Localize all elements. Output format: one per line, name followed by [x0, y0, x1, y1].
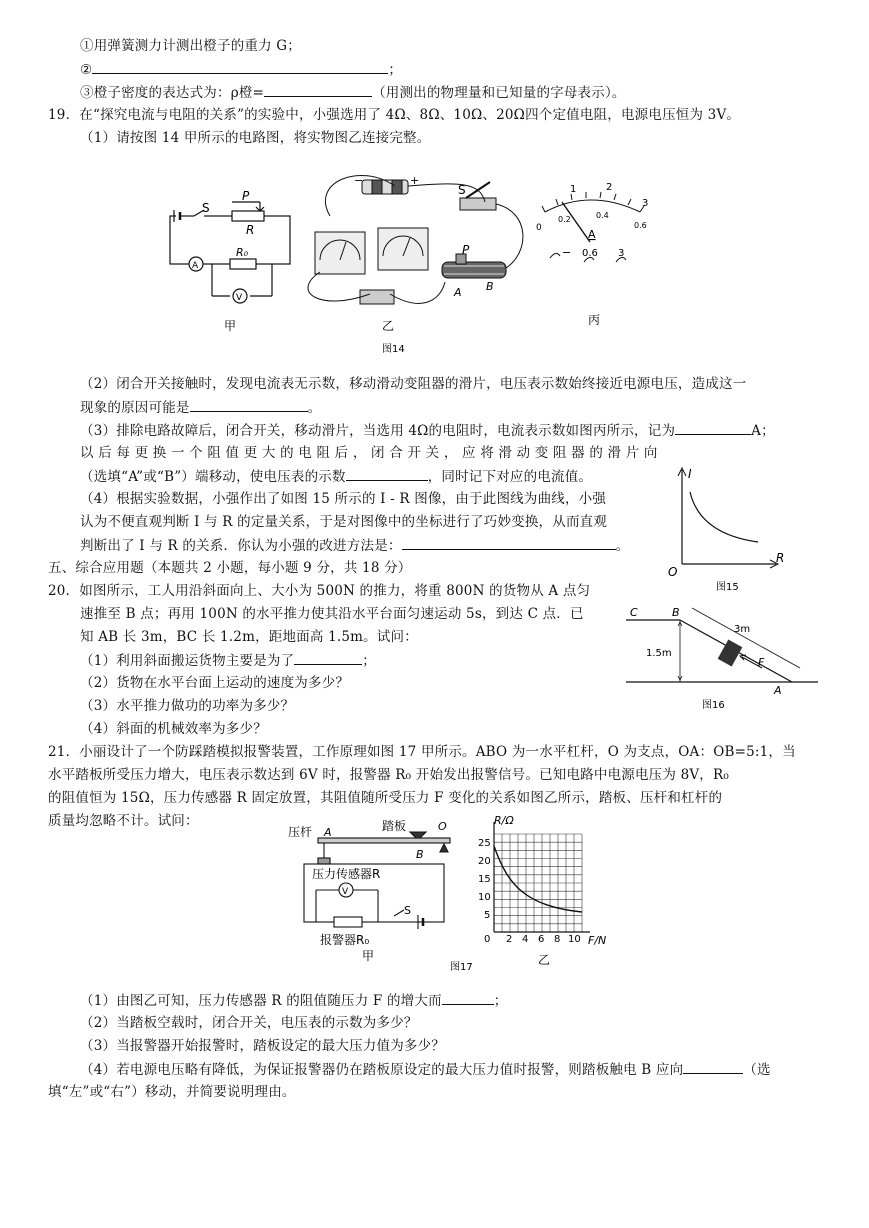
fig17-lever: 压杆	[288, 825, 313, 839]
y-tick: 25	[478, 838, 491, 849]
fig16-length: 3m	[734, 624, 751, 635]
answer-blank[interactable]	[683, 1059, 743, 1074]
fig14-jia-circuit	[170, 202, 290, 303]
section-5: 五、综合应用题（本题共 2 小题，每小题 9 分，共 18 分）	[48, 560, 412, 576]
y-tick: 15	[478, 874, 491, 885]
text-line: 以 后 每 更 换 一 个 阻 值 更 大 的 电 阻 后 ， 闭 合 开 关 ， 应 将 滑 动 变 阻 器 的 滑 片 向	[80, 445, 658, 461]
text-line: （3）水平推力做功的功率为多少？	[80, 698, 295, 714]
answer-blank[interactable]	[92, 59, 388, 74]
dial-terminal: 3	[618, 248, 625, 259]
fig14-yi-S: S	[458, 183, 466, 197]
text-line: （4）若电源电压略有降低，为保证报警器仍在踏板原设定的最大压力值时报警，则踏板触电 B 应向 （选	[80, 1059, 771, 1080]
fig14-yi-P: P	[462, 243, 470, 257]
fig17-jia-label: 甲	[362, 949, 375, 963]
figure-16	[622, 600, 822, 714]
fig15-R: R	[776, 551, 785, 565]
text-line: （选填“A”或“B”）端移动，使电压表的示数 ，同时记下对应的电流值。	[80, 466, 592, 487]
answer-blank[interactable]	[190, 397, 308, 412]
dial-tick: 1	[570, 184, 577, 195]
fig14-jia-label: 甲	[224, 319, 237, 333]
text-line: （4）根据实验数据，小强作出了如图 15 所示的 I - R 图像，由于此图线为曲线，小强	[80, 491, 607, 507]
fig14-yi-A: A	[454, 286, 462, 299]
fig16-A: A	[774, 684, 782, 697]
fig17-B: B	[416, 848, 424, 861]
fig15-O: O	[668, 565, 678, 579]
fig17-caption: 图17	[450, 962, 473, 973]
ammeter-symbol: A	[192, 261, 199, 271]
question-21: 21．小丽设计了一个防踩踏模拟报警装置，工作原理如图 17 甲所示。ABO 为一水平杠杆，O 为支点，OA：OB=5:1，当	[48, 744, 796, 760]
answer-blank[interactable]	[346, 466, 428, 481]
text-line: ③橙子密度的表达式为：ρ橙= （用测出的物理量和已知量的字母表示）。	[80, 82, 626, 103]
x-tick: 10	[568, 934, 581, 945]
question-19: 19．在“探究电流与电阻的关系”的实验中，小强选用了 4Ω、8Ω、10Ω、20Ω四个定值电阻，电源电压恒为 3V。	[48, 107, 741, 123]
fig16-B: B	[672, 606, 680, 619]
text-line: （2）当踏板空载时，闭合开关，电压表的示数为多少？	[80, 1015, 418, 1031]
text-line: （3）排除电路故障后，闭合开关，移动滑片，当选用 4Ω的电阻时，电流表示数如图丙所示，记为 A；	[80, 420, 775, 441]
fig14-jia-P: P	[242, 189, 250, 203]
dial-tick: 0.4	[596, 211, 609, 220]
fig17-O: O	[438, 820, 447, 833]
text-line: （2）货物在水平台面上运动的速度为多少？	[80, 675, 350, 691]
text-line: （1）利用斜面搬运货物主要是为了 ；	[80, 650, 376, 671]
answer-blank[interactable]	[442, 990, 494, 1005]
fig17-pedal: 踏板	[382, 819, 407, 833]
fig17-yi-label: 乙	[538, 953, 551, 967]
fig14-jia-R0: R₀	[236, 246, 249, 259]
fig16-F: F	[758, 656, 765, 669]
battery-plus: +	[410, 174, 420, 187]
dial-tick: 0.6	[634, 221, 647, 230]
answer-blank[interactable]	[675, 420, 751, 435]
text-line: 水平踏板所受压力增大，电压表示数达到 6V 时，报警器 R₀ 开始发出报警信号。已知电路中电源电压为 8V，R₀	[48, 767, 729, 783]
text-line: 填“左”或“右”）移动，并简要说明理由。	[48, 1084, 296, 1100]
x-tick: 2	[506, 934, 513, 945]
figure-17	[286, 814, 616, 976]
text-line: 判断出了 I 与 R 的关系．你认为小强的改进方法是： 。	[80, 535, 629, 556]
x-tick: 0	[484, 934, 491, 945]
dial-tick: 0.2	[558, 215, 571, 224]
fig14-yi-B: B	[486, 280, 494, 293]
fig14-jia-S: S	[202, 201, 210, 215]
text-line: （2）闭合开关接触时，发现电流表无示数，移动滑动变阻器的滑片，电压表示数始终接近电源电压，造成这一	[80, 376, 747, 392]
text-line: （1）由图乙可知，压力传感器 R 的阻值随压力 F 的增大而 ；	[80, 990, 508, 1011]
text-line: （1）请按图 14 甲所示的电路图，将实物图乙连接完整。	[80, 130, 431, 146]
text-line: 认为不便直观判断 I 与 R 的定量关系，于是对图像中的坐标进行了巧妙变换，从而直观	[80, 514, 608, 530]
figure-15	[664, 462, 794, 592]
fig14-caption: 图14	[382, 344, 405, 355]
text-line: 质量均忽略不计。试问：	[48, 813, 199, 829]
r-f-curve	[494, 846, 582, 912]
fig14-yi-label: 乙	[382, 319, 395, 333]
text-line: 速推至 B 点；再用 100N 的水平推力使其沿水平台面匀速运动 5s，到达 C 点．已	[80, 606, 584, 622]
x-tick: 6	[538, 934, 545, 945]
y-tick: 5	[484, 910, 491, 921]
answer-blank[interactable]	[264, 82, 372, 97]
dial-neg: −	[562, 246, 572, 259]
dial-tick: 2	[606, 182, 613, 193]
fig14-jia-R: R	[246, 223, 255, 237]
fig17-sensor: 压力传感器R	[312, 867, 381, 881]
answer-blank[interactable]	[294, 650, 362, 665]
text-line: ①用弹簧测力计测出橙子的重力 G；	[80, 38, 301, 54]
figure-14	[160, 172, 680, 358]
dial-unit: A	[588, 228, 596, 241]
y-tick: 20	[478, 856, 491, 867]
fig16-C: C	[630, 606, 638, 619]
dial-terminal: 0.6	[582, 248, 598, 259]
text-line: 现象的原因可能是 。	[80, 397, 321, 418]
fig17-S: S	[404, 904, 411, 917]
fig17-ylabel: R/Ω	[494, 814, 514, 827]
text-line: ② ；	[80, 59, 402, 80]
fig16-caption: 图16	[702, 700, 725, 711]
question-20: 20．如图所示，工人用沿斜面向上、大小为 500N 的推力，将重 800N 的货物从 A 点匀	[48, 583, 591, 599]
fig14-bing-label: 丙	[588, 313, 601, 327]
fig16-height: 1.5m	[646, 648, 672, 659]
fig17-A: A	[324, 826, 332, 839]
fig17-xlabel: F/N	[588, 934, 607, 947]
answer-blank[interactable]	[402, 535, 616, 550]
fig17-yi-grid	[494, 834, 582, 932]
x-tick: 4	[522, 934, 529, 945]
y-tick: 10	[478, 892, 491, 903]
text-line: （4）斜面的机械效率为多少？	[80, 721, 267, 737]
battery-minus: −	[354, 174, 364, 187]
text-line: 知 AB 长 3m，BC 长 1.2m，距地面高 1.5m。试问：	[80, 629, 418, 645]
fig15-I: I	[688, 467, 692, 481]
text-line: 的阻值恒为 15Ω，压力传感器 R 固定放置，其阻值随所受压力 F 变化的关系如图乙所示，踏板、压杆和杠杆的	[48, 790, 723, 806]
dial-tick: 3	[642, 198, 649, 209]
text-line: （3）当报警器开始报警时，踏板设定的最大压力值为多少？	[80, 1038, 445, 1054]
x-tick: 8	[554, 934, 561, 945]
fig17-alarm: 报警器R₀	[320, 933, 370, 947]
voltmeter-symbol: V	[342, 887, 349, 897]
i-r-curve	[690, 492, 758, 542]
voltmeter-symbol: V	[236, 293, 243, 303]
dial-tick: 0	[536, 223, 542, 233]
fig15-caption: 图15	[716, 582, 739, 592]
